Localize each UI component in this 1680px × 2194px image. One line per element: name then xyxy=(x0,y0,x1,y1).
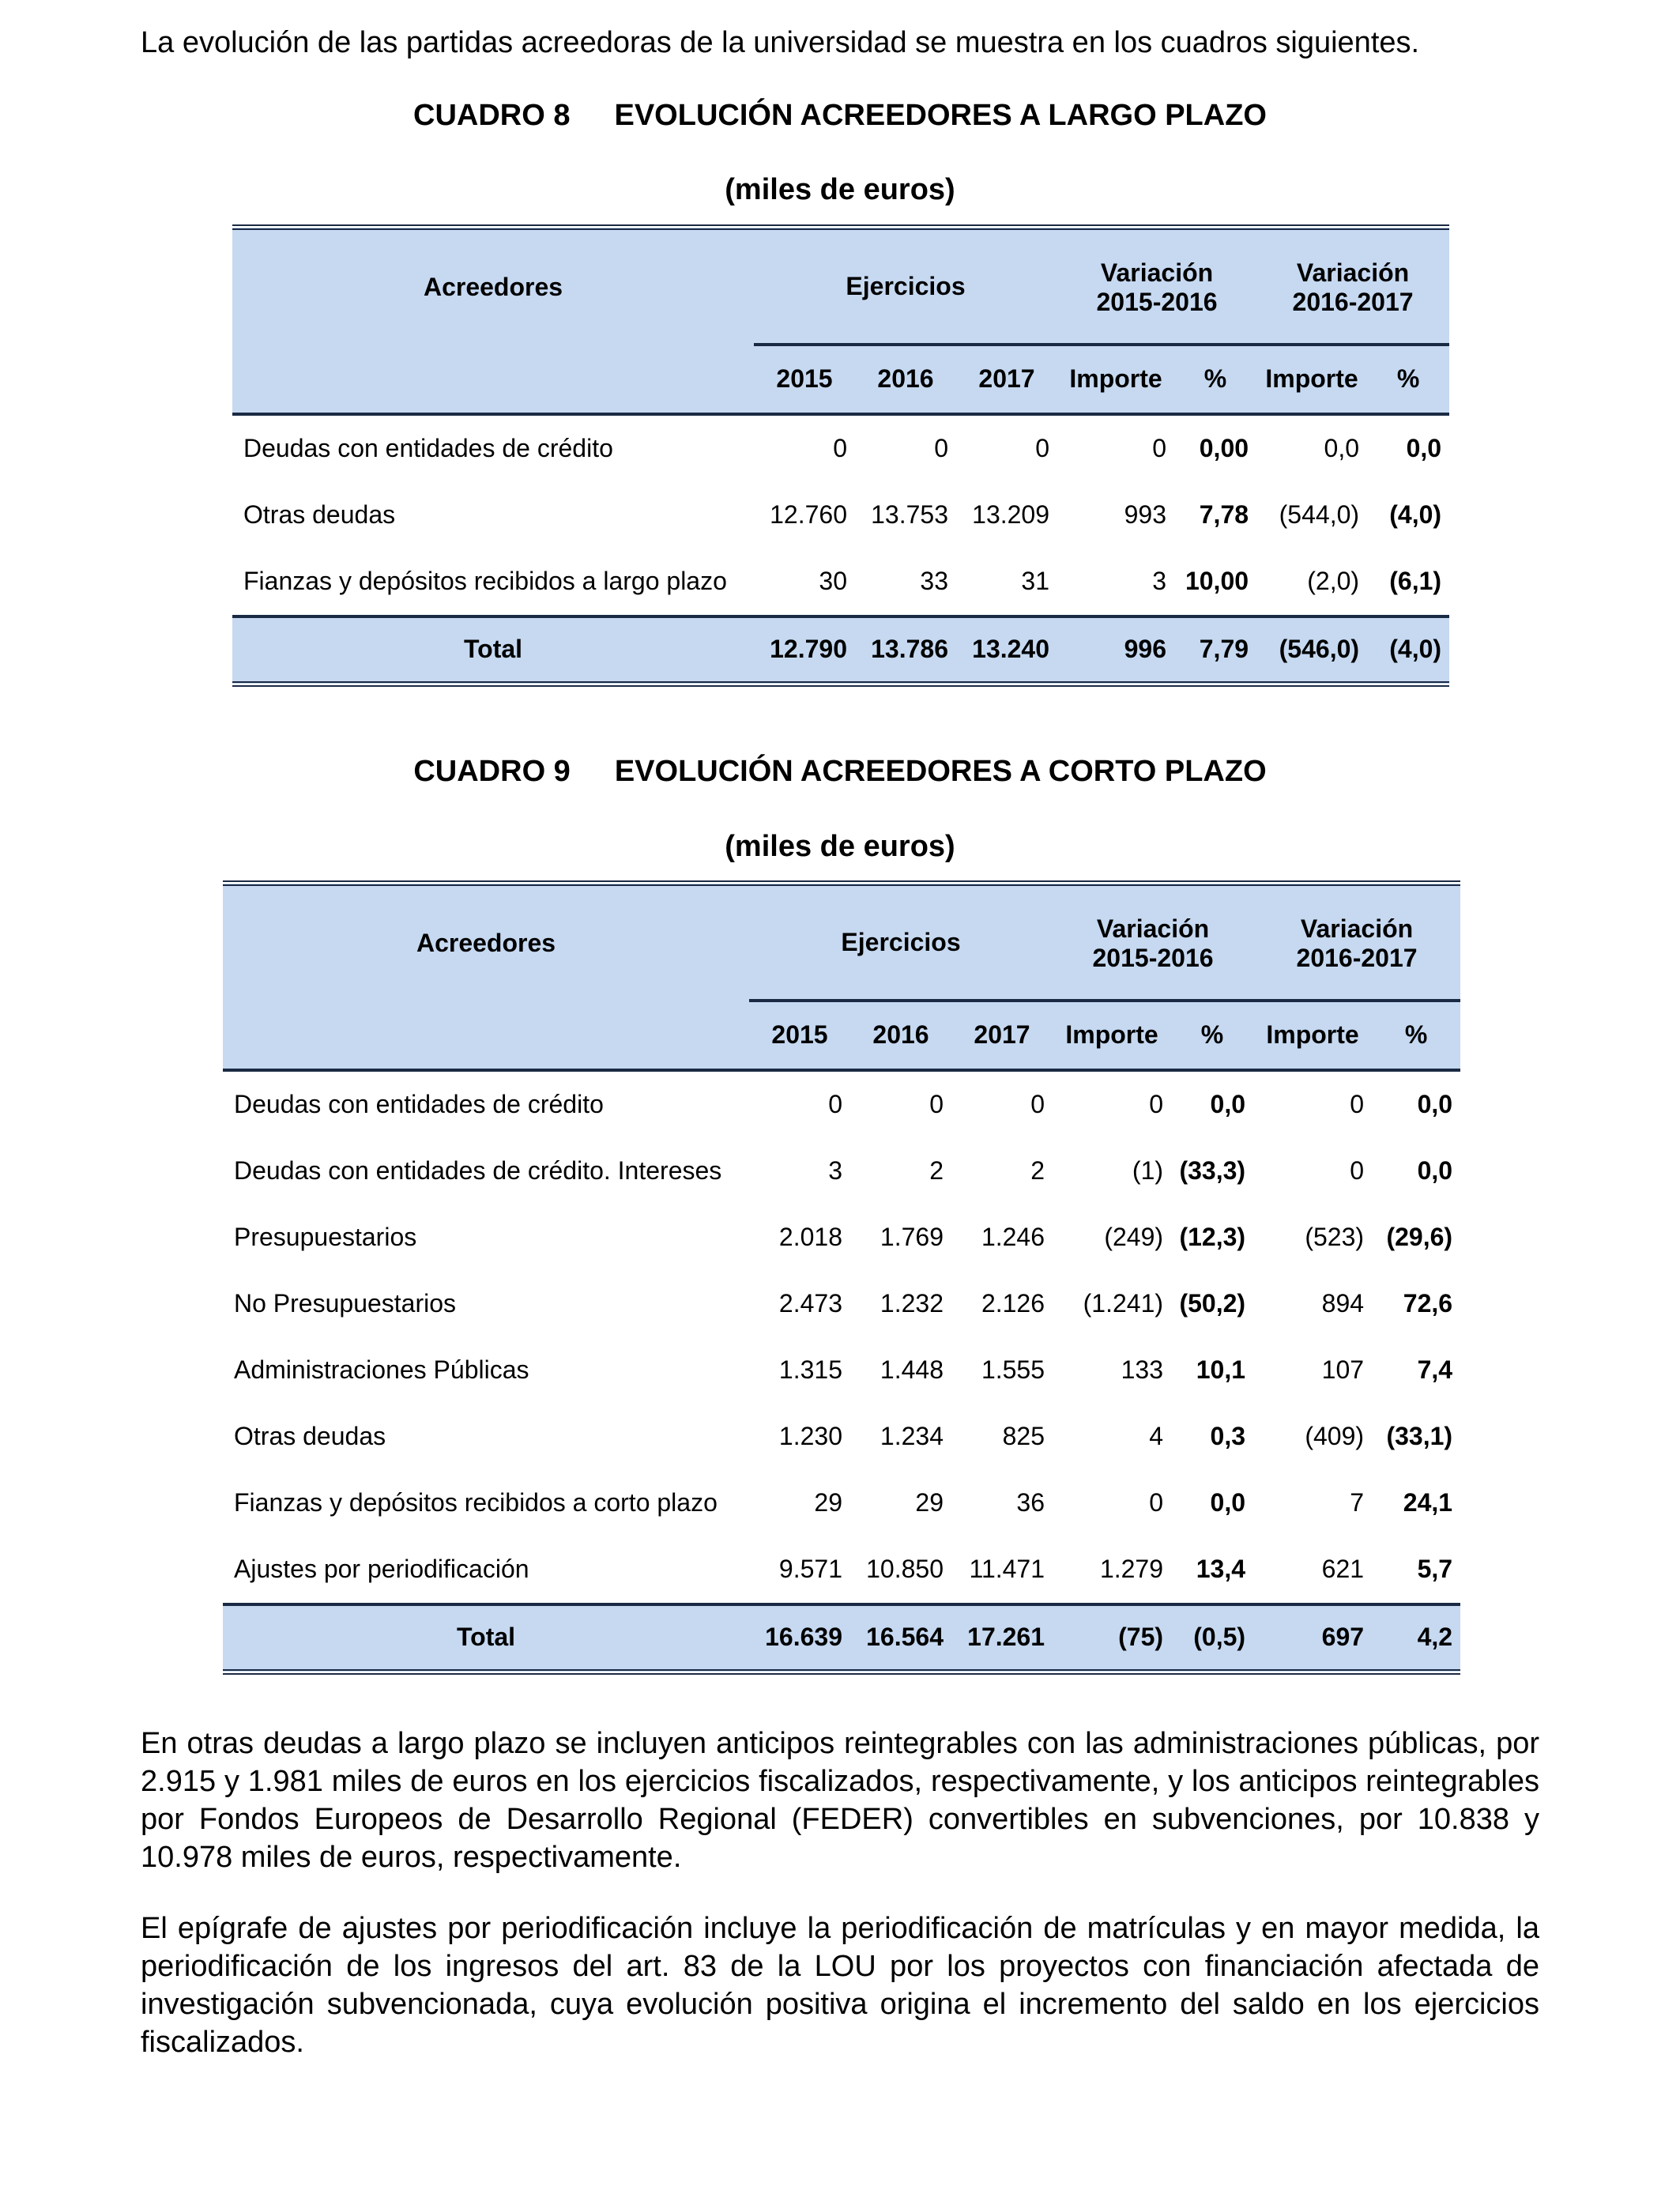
cell: 3 xyxy=(1057,548,1174,616)
paragraph-otras-deudas: En otras deudas a largo plazo se incluyen anticipos reintegrables con las administraciones públicas, por 2.915 y 1.981 miles de euros en los ejercicios fiscalizados, respectivamente, y los anticipos reintegrables por Fondos Europeos de Desarrollo Regional (FEDER) convertibles en subvenciones, por 10.838 y 10.978 miles de euros, respectivamente. xyxy=(141,1727,1539,1874)
cell: (523) xyxy=(1305,1223,1365,1251)
cell: 1.246 xyxy=(981,1223,1045,1251)
cell: 0 xyxy=(1149,1488,1164,1517)
cell: 7,79 xyxy=(1174,616,1256,684)
header-ejercicios: Ejercicios xyxy=(754,228,1057,345)
cell: 1.279 xyxy=(1053,1536,1171,1604)
cell: 7 xyxy=(1350,1488,1365,1517)
cell: 13.240 xyxy=(956,616,1057,684)
cell: (29,6) xyxy=(1386,1223,1453,1251)
header-periodo-2: 2016-2017 xyxy=(1256,288,1449,345)
cuadro9-table xyxy=(223,880,1460,1675)
cell: 13,4 xyxy=(1171,1536,1253,1604)
cell: 1.315 xyxy=(778,1355,842,1384)
header-acreedores: Acreedores xyxy=(223,884,749,1001)
cell: 16.564 xyxy=(850,1604,951,1672)
row-label: Deudas con entidades de crédito xyxy=(243,434,613,462)
col-header: % xyxy=(1367,345,1449,414)
total-label: Total xyxy=(223,1604,749,1672)
cell: (0,5) xyxy=(1171,1604,1253,1672)
cuadro8-heading: EVOLUCIÓN ACREEDORES A LARGO PLAZO xyxy=(614,99,1267,132)
cuadro9-title xyxy=(0,751,1680,792)
cuadro9-number: CUADRO 9 xyxy=(413,755,571,788)
cell: 31 xyxy=(956,548,1057,616)
cuadro8-unit: (miles de euros) xyxy=(725,173,955,206)
cell: (4,0) xyxy=(1389,500,1442,529)
cell: (1) xyxy=(1132,1156,1164,1185)
cell: 12.760 xyxy=(770,500,847,529)
total-row xyxy=(232,616,1449,684)
cell: 0,0 xyxy=(1210,1090,1246,1118)
cell: (546,0) xyxy=(1256,616,1367,684)
header-acreedores: Acreedores xyxy=(232,228,754,345)
row-label: Otras deudas xyxy=(234,1422,386,1450)
cell: 4 xyxy=(1149,1422,1164,1450)
cell: 0 xyxy=(934,434,948,462)
cell: 36 xyxy=(1016,1488,1045,1517)
cell: 1.234 xyxy=(880,1422,944,1450)
table-header-row xyxy=(232,345,1449,414)
cell: 10,00 xyxy=(1174,548,1256,616)
total-label: Total xyxy=(232,616,754,684)
col-header: 2017 xyxy=(951,1001,1053,1070)
cell: 29 xyxy=(915,1488,944,1517)
cell: 825 xyxy=(1002,1422,1045,1450)
cell: 7,4 xyxy=(1417,1355,1453,1384)
cell: 0,3 xyxy=(1210,1422,1246,1450)
table-row xyxy=(223,1536,1460,1604)
cell: 2 xyxy=(929,1156,944,1185)
cell: 7,78 xyxy=(1199,500,1249,529)
total-row xyxy=(223,1604,1460,1672)
col-header: Importe xyxy=(1253,1001,1372,1070)
row-label: Fianzas y depósitos recibidos a corto plazo xyxy=(234,1488,718,1517)
row-label: Ajustes por periodificación xyxy=(223,1536,749,1604)
table-row xyxy=(223,1470,1460,1536)
cell: 72,6 xyxy=(1403,1289,1453,1318)
table-row xyxy=(232,414,1449,482)
cell: 33 xyxy=(855,548,956,616)
cell: 2.126 xyxy=(981,1289,1045,1318)
cell: 107 xyxy=(1321,1355,1365,1384)
table-row xyxy=(223,1138,1460,1204)
cuadro8-table xyxy=(232,224,1449,687)
row-label: Presupuestarios xyxy=(234,1223,417,1251)
cell: 0 xyxy=(828,1090,842,1118)
cell: 0 xyxy=(1149,1090,1164,1118)
header-variacion-1: Variación xyxy=(1053,884,1253,944)
cell: 30 xyxy=(754,548,855,616)
intro-text: La evolución de las partidas acreedoras de la universidad se muestra en los cuadros siguientes. xyxy=(141,26,1420,59)
cell: 0 xyxy=(1035,434,1050,462)
cell: 2.018 xyxy=(778,1223,842,1251)
cell: 0,0 xyxy=(1417,1156,1453,1185)
cell: (33,1) xyxy=(1386,1422,1453,1450)
cuadro9-unit: (miles de euros) xyxy=(725,830,955,863)
cell: (4,0) xyxy=(1367,616,1449,684)
cell: (50,2) xyxy=(1179,1289,1246,1318)
cell: 1.769 xyxy=(880,1223,944,1251)
table-header-row xyxy=(223,1001,1460,1070)
cell: 4,2 xyxy=(1372,1604,1460,1672)
cell: 133 xyxy=(1121,1355,1164,1384)
col-header: % xyxy=(1171,1001,1253,1070)
cell: 29 xyxy=(814,1488,842,1517)
cell: 11.471 xyxy=(951,1536,1053,1604)
table-row xyxy=(223,1404,1460,1470)
col-header: 2015 xyxy=(749,1001,850,1070)
cell: 10.850 xyxy=(850,1536,951,1604)
header-blank xyxy=(223,1001,749,1070)
cell: 10,1 xyxy=(1196,1355,1246,1384)
cell: 5,7 xyxy=(1372,1536,1460,1604)
header-variacion-2: Variación xyxy=(1256,228,1449,288)
cell: (33,3) xyxy=(1179,1156,1246,1185)
header-periodo-1: 2015-2016 xyxy=(1053,944,1253,1001)
cuadro9-heading: EVOLUCIÓN ACREEDORES A CORTO PLAZO xyxy=(614,755,1267,788)
row-label: Administraciones Públicas xyxy=(234,1355,529,1384)
cell: 2.473 xyxy=(778,1289,842,1318)
cell: 9.571 xyxy=(749,1536,850,1604)
col-header: Importe xyxy=(1057,345,1174,414)
cell: 13.786 xyxy=(855,616,956,684)
table-row xyxy=(223,1271,1460,1337)
table-row xyxy=(223,1070,1460,1138)
cell: 0,00 xyxy=(1199,434,1249,462)
cell: 13.753 xyxy=(871,500,948,529)
cell: 2 xyxy=(1030,1156,1045,1185)
cell: (249) xyxy=(1104,1223,1164,1251)
table-row xyxy=(232,482,1449,548)
cuadro8-number: CUADRO 8 xyxy=(413,99,571,132)
cell: (544,0) xyxy=(1279,500,1360,529)
cell: 13.209 xyxy=(972,500,1050,529)
cell: 1.448 xyxy=(880,1355,944,1384)
cell: (75) xyxy=(1053,1604,1171,1672)
cell: 0,0 xyxy=(1210,1488,1246,1517)
cell: 0 xyxy=(1152,434,1167,462)
header-variacion-2: Variación xyxy=(1253,884,1460,944)
cell: 0 xyxy=(1350,1090,1365,1118)
cell: 24,1 xyxy=(1403,1488,1453,1517)
row-label: Fianzas y depósitos recibidos a largo plazo xyxy=(232,548,754,616)
table-row xyxy=(223,1337,1460,1404)
col-header: 2016 xyxy=(855,345,956,414)
cell: (12,3) xyxy=(1179,1223,1246,1251)
header-blank xyxy=(232,345,754,414)
cell: (1.241) xyxy=(1083,1289,1164,1318)
cell: (6,1) xyxy=(1367,548,1449,616)
cell: 0 xyxy=(1030,1090,1045,1118)
cell: 0,0 xyxy=(1406,434,1442,462)
col-header: Importe xyxy=(1053,1001,1171,1070)
cell: 1.555 xyxy=(981,1355,1045,1384)
cell: 993 xyxy=(1124,500,1167,529)
header-periodo-1: 2015-2016 xyxy=(1057,288,1256,345)
header-periodo-2: 2016-2017 xyxy=(1253,944,1460,1001)
cell: 894 xyxy=(1321,1289,1365,1318)
cell: 3 xyxy=(828,1156,842,1185)
cell: 0,0 xyxy=(1324,434,1360,462)
cell: 1.230 xyxy=(778,1422,842,1450)
col-header: Importe xyxy=(1256,345,1367,414)
cell: 621 xyxy=(1253,1536,1372,1604)
col-header: 2017 xyxy=(956,345,1057,414)
col-header: 2016 xyxy=(850,1001,951,1070)
table-header-row xyxy=(223,884,1460,944)
cell: 0 xyxy=(833,434,847,462)
header-ejercicios: Ejercicios xyxy=(749,884,1053,1001)
paragraph-ajustes: El epígrafe de ajustes por periodificación incluye la periodificación de matrículas y en mayor medida, la periodificación de los ingresos del art. 83 de la LOU por los proyectos con financiación afectada de investigación subvencionada, cuya evolución positiva origina el incremento del saldo en los ejercicios fiscalizados. xyxy=(141,1912,1539,2059)
cell: 0,0 xyxy=(1417,1090,1453,1118)
cell: (2,0) xyxy=(1256,548,1367,616)
cell: 1.232 xyxy=(880,1289,944,1318)
table-row xyxy=(232,548,1449,616)
cell: 0 xyxy=(1350,1156,1365,1185)
col-header: % xyxy=(1372,1001,1460,1070)
table-row xyxy=(223,1204,1460,1271)
table-header-row xyxy=(232,228,1449,288)
cell: 0 xyxy=(929,1090,944,1118)
row-label: Deudas con entidades de crédito. Intereses xyxy=(234,1156,722,1185)
cell: 996 xyxy=(1057,616,1174,684)
cell: 16.639 xyxy=(749,1604,850,1672)
cell: 12.790 xyxy=(754,616,855,684)
row-label: Deudas con entidades de crédito xyxy=(234,1090,604,1118)
cell: 17.261 xyxy=(951,1604,1053,1672)
cell: 697 xyxy=(1253,1604,1372,1672)
row-label: Otras deudas xyxy=(243,500,396,529)
cell: (409) xyxy=(1305,1422,1365,1450)
header-variacion-1: Variación xyxy=(1057,228,1256,288)
row-label: No Presupuestarios xyxy=(234,1289,457,1318)
col-header: 2015 xyxy=(754,345,855,414)
cuadro8-title xyxy=(0,95,1680,136)
col-header: % xyxy=(1174,345,1256,414)
